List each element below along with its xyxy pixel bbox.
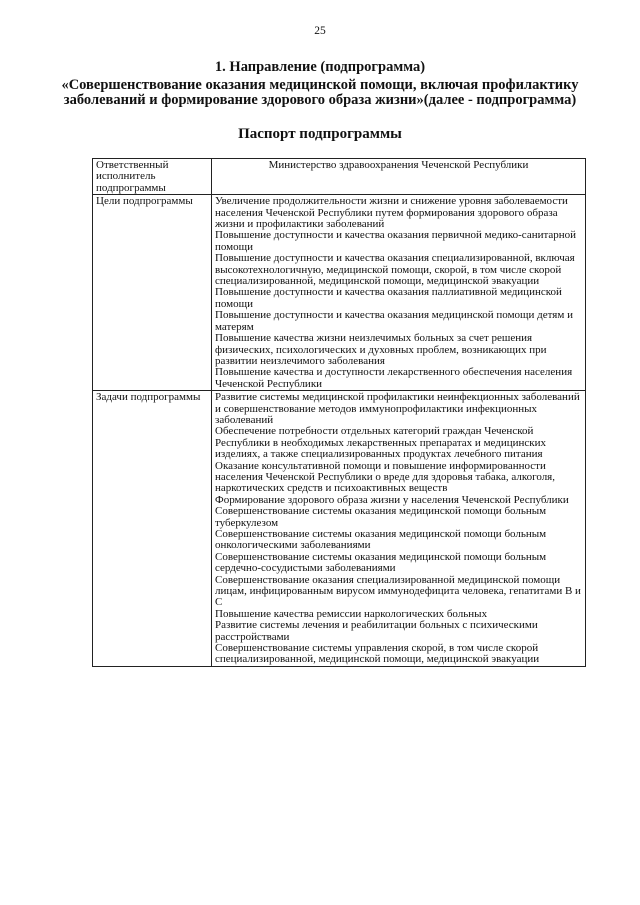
- value-item: Повышение качества ремиссии наркологических больных: [215, 607, 488, 620]
- page-number: 25: [314, 25, 326, 37]
- section-heading: 1. Направление (подпрограмма): [214, 59, 426, 75]
- row-value: [212, 391, 586, 667]
- value-item: Развитие системы лечения и реабилитации больных с психическими расстройствами: [215, 619, 538, 643]
- value-item: Совершенствование системы оказания медицинской помощи больным туберкулезом: [215, 505, 547, 529]
- value-item: Совершенствование системы оказания медицинской помощи больным сердечно-сосудистыми заболеваниями: [215, 550, 547, 575]
- passport-title: Паспорт подпрограммы: [238, 126, 402, 142]
- value-item: Повышение качества жизни неизлечимых больных за счет решения физических, психологических и духовных проблем, возникающих при развитии неизлечимого заболевания: [215, 332, 547, 367]
- value-item: Повышение доступности и качества оказания паллиативной медицинской помощи: [215, 286, 562, 310]
- value-item: Министерство здравоохранения Чеченской Республики: [268, 159, 529, 171]
- value-item: Совершенствование оказания специализированной медицинской помощи лицам, инфицированным вирусом иммунодефицита человека, гепатитами В и С: [215, 573, 581, 609]
- value-item: Оказание консультативной помощи и повышение информированности населения Чеченской Республики о вреде для здоровья табака, алкоголя, наркотических средств и психоактивных веществ: [215, 459, 555, 495]
- value-item: Повышение доступности и качества оказания медицинской помощи детям и матерям: [215, 309, 573, 333]
- row-value: [212, 159, 586, 195]
- value-item: Обеспечение потребности отдельных категорий граждан Чеченской Республики в необходимых лекарственных препаратах и медицинских изделиях, а также специализированных продуктах лечебного питания: [215, 425, 547, 461]
- table-row: [93, 159, 586, 195]
- row-label: Цели подпрограммы: [93, 195, 212, 391]
- table-row: [93, 391, 586, 667]
- row-label: Ответственный исполнитель подпрограммы: [93, 159, 212, 195]
- value-item: Развитие системы медицинской профилактики неинфекционных заболеваний и совершенствование методов иммунопрофилактики инфекционных заболеваний: [215, 391, 580, 426]
- row-value: [212, 195, 586, 391]
- value-item: Увеличение продолжительности жизни и снижение уровня заболеваемости населения Чеченской Республики путем формирования здорового образа жизни и профилактики заболеваний: [215, 195, 568, 231]
- subprogram-subtitle: «Совершенствование оказания медицинской помощи, включая профилактику заболеваний и формирование здорового образа жизни»(далее - подпрограмма): [61, 77, 579, 108]
- row-label: Задачи подпрограммы: [93, 391, 212, 667]
- table-row: [93, 195, 586, 391]
- value-item: Совершенствование системы управления скорой, в том числе скорой специализированной, медицинской помощи, медицинской эвакуации: [215, 642, 540, 666]
- value-item: Повышение качества и доступности лекарственного обеспечения населения Чеченской Республики: [215, 366, 573, 390]
- value-item: Формирование здорового образа жизни у населения Чеченской Республики: [215, 493, 569, 506]
- value-item: Повышение доступности и качества оказания специализированной, включая высокотехнологичную, медицинской помощи, скорой, в том числе скорой специализированной, медицинской помощи, медицинской эвакуации: [215, 252, 575, 288]
- value-item: Повышение доступности и качества оказания первичной медико-санитарной помощи: [215, 229, 577, 253]
- value-item: Совершенствование системы оказания медицинской помощи больным онкологическими заболеваниями: [215, 528, 547, 552]
- passport-table: [92, 158, 586, 667]
